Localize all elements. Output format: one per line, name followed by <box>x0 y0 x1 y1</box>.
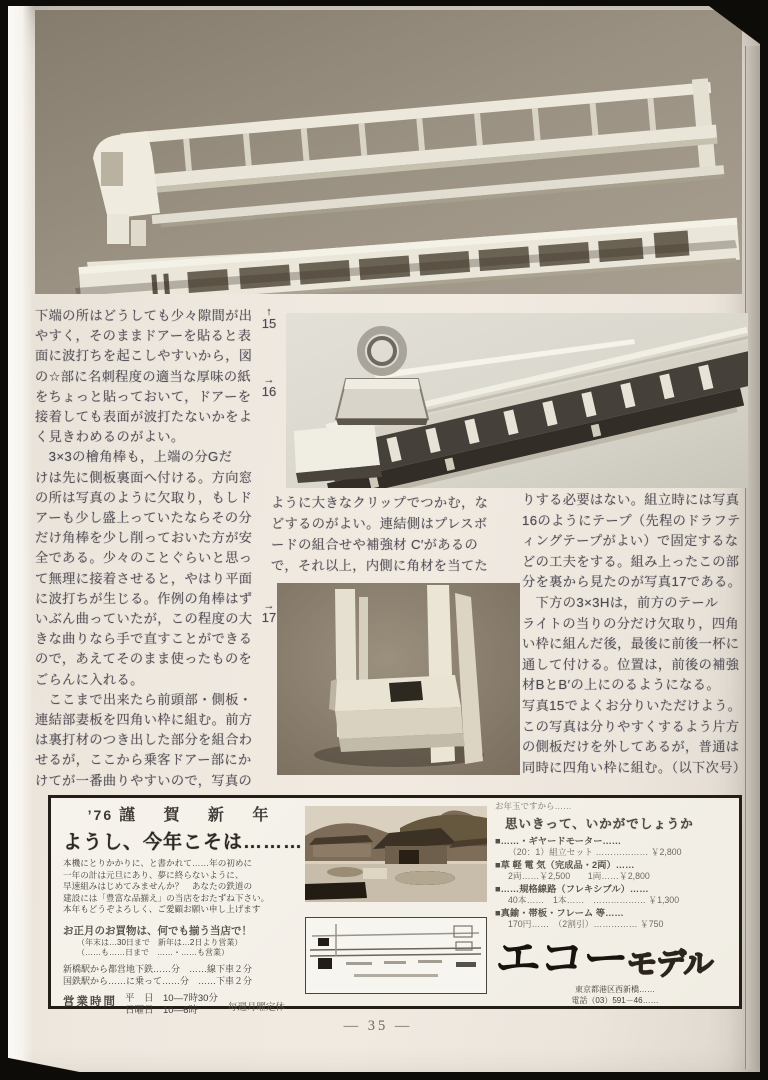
ad-right-column <box>495 800 735 1006</box>
ad-year: ’76 <box>87 807 114 823</box>
text-line: ライトの当りの分だけ欠取り，四角 <box>522 615 740 631</box>
ad-address <box>495 985 735 1006</box>
price-item-price: （20：1）組立セット ……………… ￥2,800 <box>508 847 682 857</box>
ad-new-year-greeting <box>63 802 305 825</box>
article-column-2 <box>271 492 517 576</box>
text-line: （……も……日まで ……・……も営業） <box>77 947 229 957</box>
text-line: 建設には「豊富な品揃え」の当店をおたずね下さい。 <box>63 892 270 903</box>
text-line: ここまで出来たら前頭部・側板・ <box>35 691 253 707</box>
hours-label: 営業時間 <box>63 995 117 1008</box>
ad-notice: お正月のお買物は、何でも揃う当店で！ <box>63 924 252 937</box>
text-line: ように大きなクリップでつかむ，な <box>271 495 489 510</box>
price-item-name: ■草 軽 電 気（完成品・2両）…… <box>495 860 635 870</box>
ad-shop-logo <box>495 934 735 983</box>
photo-ref-number: 17 <box>261 610 277 625</box>
text-line: （年末は…30日まで 新年は…2日より営業） <box>77 937 243 947</box>
text-line: い枠に組んだ後，最後に前後一杯に <box>522 636 740 652</box>
page-edge-highlight <box>8 6 34 1072</box>
text-line: 通して付ける。位置は，前後の補強 <box>522 656 740 672</box>
text-line: この写真は分りやすくするよう片方 <box>522 718 740 734</box>
text-line: せるが，ここから乗客ドアー部にか <box>35 752 252 768</box>
text-line: だけ角棒を少し削っておいた方が安 <box>35 530 253 546</box>
text-line: りする必要はない。組立時には写真 <box>522 492 740 507</box>
text-line: 下方の3×3Hは，前方のテール <box>522 594 719 610</box>
text-line: いぶん曲っていたが，この程度の大 <box>35 611 253 627</box>
ad-right-header: 思いきって、いかがでしょうか <box>505 817 694 831</box>
ad-photo-scenery <box>305 806 487 907</box>
text-line: 写真15でよくお分りいただけよう。 <box>522 697 742 713</box>
hours-weekday: 平 日 10—7時30分 <box>125 992 218 1004</box>
ad-body-text <box>63 858 305 916</box>
ad-headline: ようし、今年こそは……… <box>63 832 304 853</box>
text-line: ので，あえてそのまま使ったものを <box>35 651 253 667</box>
text-line: どするのがよい。連結側はプレスボ <box>271 516 488 531</box>
text-line: 国鉄駅から……に乗って……分 ……下車２分 <box>63 976 253 986</box>
text-line: けてが一番曲りやすいので，写真の <box>35 772 253 788</box>
text-line: ードの組合せや補強材 C′があるの <box>271 537 479 552</box>
text-line: 3×3の檜角棒も，上端の分Gだ <box>35 449 233 465</box>
text-line: の☆部に名刺程度の適当な厚味の紙 <box>35 368 252 384</box>
right-arrow-icon: → <box>263 600 275 612</box>
text-line: 面に波打ちを起こしやすいから，図 <box>35 348 253 364</box>
text-line: 接着しても表面が波打たないかをよ <box>35 409 253 425</box>
price-item-name: ■真鍮・帯板・フレーム 等…… <box>495 908 624 918</box>
text-line: きな曲りなら手で直すことができる <box>35 631 253 647</box>
price-item-price: 40本…… 1本…… ……………… ￥1,300 <box>508 895 680 905</box>
page-number: — 35 — <box>343 1018 413 1034</box>
right-arrow-icon: → <box>263 374 275 386</box>
text-line: 連結部妻板を四角い枠に組む。前方 <box>35 712 253 728</box>
hours-sunday: 日曜日 10—6時 <box>125 1004 198 1016</box>
text-line: ィングテープがよい）で固定するな <box>522 533 739 549</box>
text-line: 同時に四角い枠に組む。（以下次号） <box>522 759 747 775</box>
text-line: 新橋駅から都営地下鉄……分 ……線下車２分 <box>63 963 253 974</box>
logo-text-outline: モデル <box>627 948 713 981</box>
ad-middle-column <box>305 806 487 994</box>
ad-top-note: お年玉ですから…… <box>495 801 572 811</box>
text-line: 早速組みはじめてみませんか？ あなたの鉄道の <box>63 881 253 891</box>
logo-text-solid: エコー <box>495 932 627 984</box>
text-line: 本年もどうぞよろしく、ご愛顧お願い申し上げます <box>63 904 261 914</box>
article-column-3 <box>522 490 754 778</box>
closed-note: 毎週月曜定休 <box>227 1001 285 1013</box>
text-line: 材BとB′の上にのるようになる。 <box>522 677 720 693</box>
text-line: アーも少し盛上っていたならその分 <box>35 510 253 526</box>
address-line: 東京都港区西新橋…… <box>575 985 655 994</box>
price-item-price: 170円…… （2割引）…………… ￥750 <box>508 919 664 929</box>
text-line: 16のようにテープ（先程のドラフテ <box>522 512 741 528</box>
ad-access-info <box>63 963 305 988</box>
phone-line: 電話（03）591－46…… <box>571 995 659 1005</box>
text-line: の所は写真のように欠取り，もしド <box>35 489 253 505</box>
ad-greeting-text: 謹 賀 新 年 <box>119 807 281 824</box>
text-line: 一年の計は元旦にあり、夢に終らないように、 <box>63 869 244 880</box>
text-line: やすく，そのままドアーを貼ると表 <box>35 328 252 344</box>
price-item-name: ■……規格線路（フレキシブル）…… <box>495 884 649 894</box>
photo-ref-number: 15 <box>261 316 277 331</box>
up-arrow-icon: ↑ <box>266 306 272 318</box>
text-line: に波打ちが生じる。作例の角棒はず <box>35 590 253 606</box>
price-item-name: ■……・ギヤードモーター…… <box>495 836 622 846</box>
photo-clip-assembly <box>286 313 748 488</box>
photo-model-parts <box>35 10 742 294</box>
text-line: の側板だけを外してあるが，普通は <box>522 739 740 755</box>
text-line: ごらんに入れる。 <box>35 671 144 687</box>
text-line: 本機にとりかかりに、と書かれて……年の初めに <box>63 858 253 868</box>
text-line: く見きわめるのがよい。 <box>35 429 185 445</box>
text-line: どの工夫をする。組み上ったこの部 <box>522 553 740 569</box>
ad-price-list <box>495 836 735 930</box>
text-line: けは先に側板裏面へ付ける。方向窓 <box>35 469 253 485</box>
text-line: をちょっと貼っておいて，ドアーを <box>35 388 252 404</box>
photo-ref-number: 16 <box>261 384 277 399</box>
text-line: 全である。少々のことぐらいと思っ <box>35 550 253 566</box>
price-item-price: 2両……￥2,500 1両……￥2,800 <box>508 871 650 881</box>
article-column-1 <box>35 306 265 791</box>
text-line: は裏打材のつき出した部分を組合わ <box>35 732 253 748</box>
magazine-page <box>8 6 760 1072</box>
text-line: て無理に接着させると，やはり平面 <box>35 570 253 586</box>
ad-business-hours <box>63 993 305 1017</box>
photo-frame-rear <box>277 583 520 775</box>
ad-location-map <box>305 917 487 994</box>
text-line: で，それ以上，内側に角材を当てた <box>271 558 489 573</box>
ad-notice-sub <box>63 938 305 958</box>
text-line: 下端の所はどうしても少々隙間が出 <box>35 308 253 323</box>
advertisement-echo-model <box>48 795 742 1016</box>
ad-left-column <box>63 802 305 1017</box>
text-line: 分を裏から見たのが写真17である。 <box>522 574 742 590</box>
